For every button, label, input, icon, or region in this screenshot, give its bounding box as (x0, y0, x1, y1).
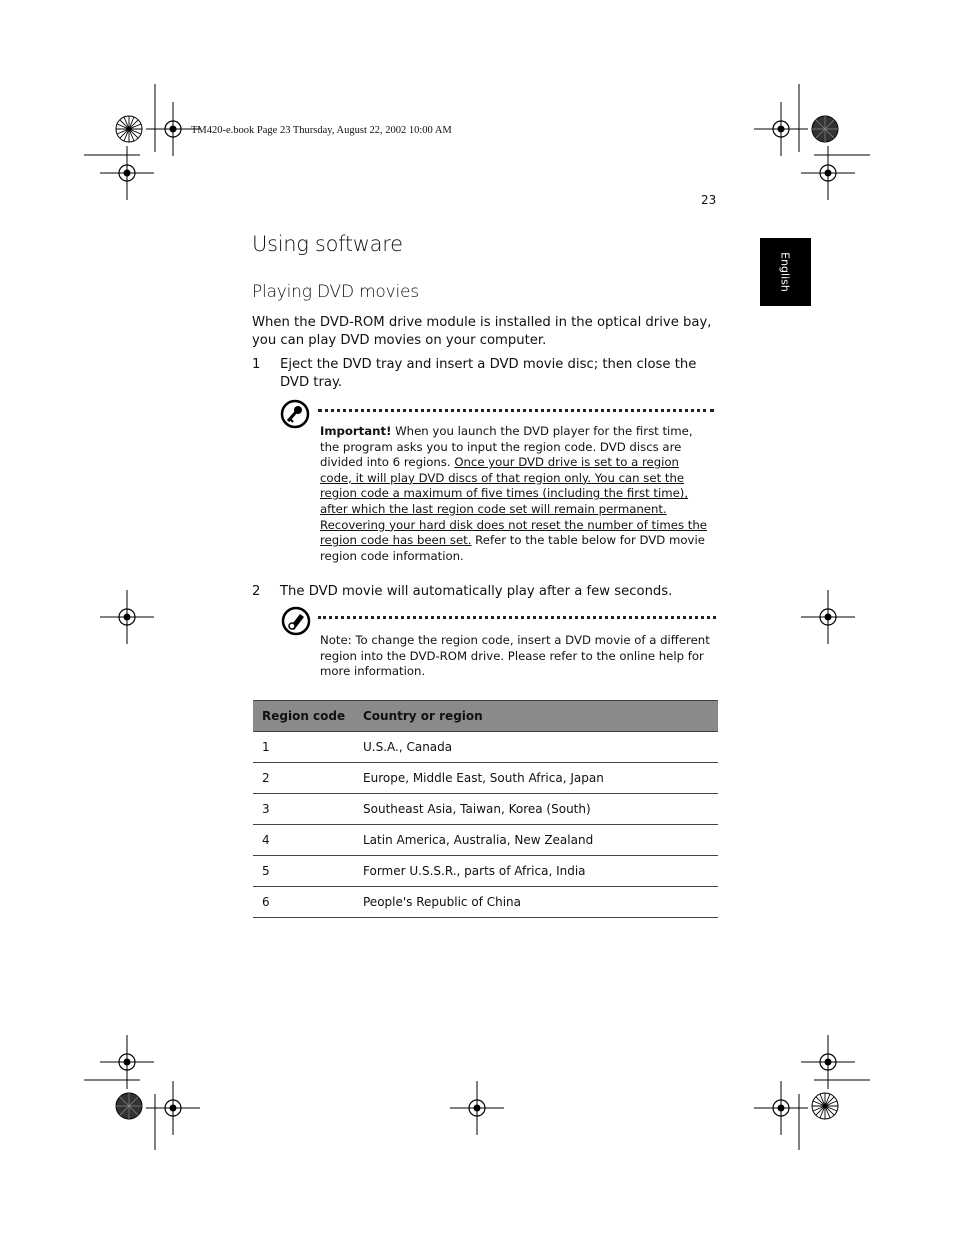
table-row (253, 856, 718, 887)
region-code-cell: 3 (253, 794, 354, 825)
region-code-cell: 5 (253, 856, 354, 887)
step-number: 2 (252, 584, 261, 599)
table-row (253, 763, 718, 794)
region-code-cell: 2 (253, 763, 354, 794)
country-cell: Former U.S.S.R., parts of Africa, India (354, 856, 718, 887)
country-cell: Southeast Asia, Taiwan, Korea (South) (354, 794, 718, 825)
intro-paragraph: When the DVD-ROM drive module is installed in the optical drive bay, you can play DVD movies on your computer. (252, 315, 712, 348)
important-note-text (320, 424, 710, 564)
note-divider (318, 409, 714, 412)
country-cell: Europe, Middle East, South Africa, Japan (354, 763, 718, 794)
important-label: Important! (320, 424, 392, 438)
step-number: 1 (252, 357, 261, 372)
section-subtitle: Playing DVD movies (252, 282, 419, 302)
important-text-after: Refer to the table below for DVD movie region code information. (320, 533, 705, 563)
table-row (253, 794, 718, 825)
table-header-row (253, 701, 718, 732)
table-row (253, 825, 718, 856)
step-text: Eject the DVD tray and insert a DVD movie disc; then close the DVD tray. (280, 357, 697, 390)
tip-note-text: Note: To change the region code, insert a DVD movie of a different region into the DVD-ROM drive. Please refer to the online help for more information. (320, 633, 710, 679)
important-text-underlined: Once your DVD drive is set to a region code, it will play DVD discs of that region only. You can set the region code a maximum of five times (including the first time), after which the last region code set will remain permanent. Recovering your hard disk does not reset the number of times the region code has been set. (320, 455, 707, 548)
section-title: Using software (252, 232, 403, 256)
table-row (253, 887, 718, 918)
language-side-tab (760, 238, 811, 306)
country-cell: People's Republic of China (354, 887, 718, 918)
step-1 (252, 356, 722, 396)
page-number: 23 (701, 193, 717, 207)
column-header: Region code (253, 701, 354, 732)
important-key-icon (280, 399, 310, 429)
important-text-plain: When you launch the DVD player for the first time, the program asks you to input the region code. DVD discs are divided into 6 regions. (320, 424, 693, 470)
language-side-tab-label: English (778, 252, 792, 292)
table-row (253, 732, 718, 763)
country-cell: U.S.A., Canada (354, 732, 718, 763)
step-text: The DVD movie will automatically play after a few seconds. (280, 584, 673, 599)
region-code-table (253, 700, 718, 918)
print-slug: TM420-e.book Page 23 Thursday, August 22, 2002 10:00 AM (191, 125, 452, 136)
note-pencil-icon (281, 606, 311, 636)
tip-divider (318, 616, 716, 619)
country-cell: Latin America, Australia, New Zealand (354, 825, 718, 856)
region-code-cell: 1 (253, 732, 354, 763)
region-code-cell: 4 (253, 825, 354, 856)
region-code-cell: 6 (253, 887, 354, 918)
step-2 (252, 583, 722, 603)
column-header: Country or region (354, 701, 718, 732)
